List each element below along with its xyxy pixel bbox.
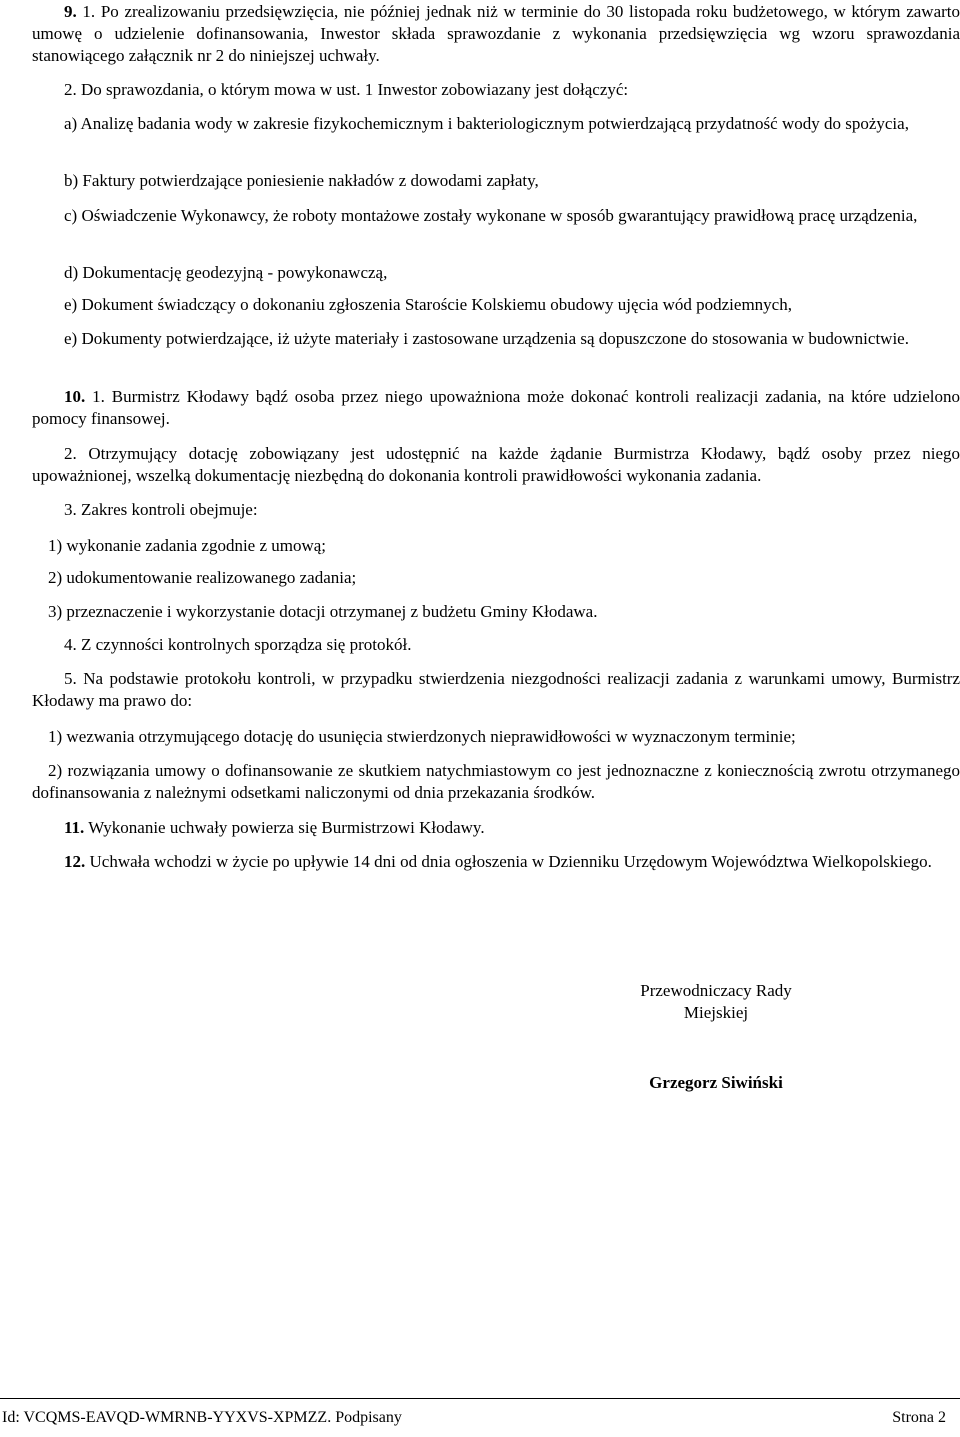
section-10-item-4: 4. Z czynności kontrolnych sporządza się protokół. (64, 635, 412, 654)
signature-title (600, 980, 832, 1024)
attachment-c: c) Oświadczenie Wykonawcy, że roboty montażowe zostały wykonane w sposób gwarantujący prawidłową pracę urządzenia, (64, 206, 918, 225)
control-scope-2: 2) udokumentowanie realizowanego zadania; (48, 568, 357, 587)
section-11 (32, 817, 960, 839)
document-id: Id: VCQMS-EAVQD-WMRNB-YYXVS-XPMZZ. Podpisany (2, 1409, 402, 1426)
page-footer (0, 1398, 960, 1429)
section-12 (32, 851, 960, 873)
page-number: Strona 2 (892, 1409, 946, 1426)
section-11-number: 11. (64, 818, 85, 837)
control-scope-1: 1) wykonanie zadania zgodnie z umową; (48, 536, 327, 555)
section-9-number: 9. (64, 2, 77, 21)
section-10-item-3: 3. Zakres kontroli obejmuje: (64, 500, 258, 519)
right-2: 2) rozwiązania umowy o dofinansowanie ze skutkiem natychmiastowym co jest jednoznaczne z koniecznością zwrotu otrzymanego dofinansowania z należnymi odsetkami naliczonymi od dnia przekazania środków. (32, 761, 960, 802)
right-1: 1) wezwania otrzymującego dotację do usunięcia stwierdzonych nieprawidłowości w wyznaczonym terminie; (48, 727, 796, 746)
section-12-number: 12. (64, 852, 86, 871)
section-12-text: Uchwała wchodzi w życie po upływie 14 dni od dnia ogłoszenia w Dzienniku Urzędowym Województwa Wielkopolskiego. (85, 852, 932, 871)
attachment-d: d) Dokumentację geodezyjną - powykonawczą, (64, 263, 388, 282)
section-10-item-1-text: 1. Burmistrz Kłodawy bądź osoba przez niego upoważniona może dokonać kontroli realizacji zadania, na które udzielono pomocy finansowej. (32, 387, 960, 428)
section-9-item-1-text: 1. Po zrealizowaniu przedsięwzięcia, nie później jednak niż w terminie do 30 listopada roku budżetowego, w którym zawarto umowę o udzielenie dofinansowania, Inwestor składa sprawozdanie z wykonania przedsięwzięcia wg wzoru sprawozdania stanowiącego załącznik nr 2 do niniejszej uchwały. (32, 2, 960, 65)
attachment-e2: e) Dokumenty potwierdzające, iż użyte materiały i zastosowane urządzenia są dopuszczone do stosowania w budownictwie. (64, 329, 909, 348)
control-scope-3: 3) przeznaczenie i wykorzystanie dotacji otrzymanej z budżetu Gminy Kłodawa. (48, 602, 598, 621)
section-10-number: 10. (64, 387, 86, 406)
attachment-b: b) Faktury potwierdzające poniesienie nakładów z dowodami zapłaty, (64, 171, 539, 190)
attachment-e1: e) Dokument świadczący o dokonaniu zgłoszenia Staroście Kolskiemu obudowy ujęcia wód podziemnych, (64, 295, 792, 314)
section-10-item-5: 5. Na podstawie protokołu kontroli, w przypadku stwierdzenia niezgodności realizacji zadania z warunkami umowy, Burmistrz Kłodawy ma prawo do: (32, 669, 960, 710)
signature-name: Grzegorz Siwiński (649, 1073, 783, 1092)
attachment-a: a) Analizę badania wody w zakresie fizykochemicznym i bakteriologicznym potwierdzającą przydatność wody do spożycia, (64, 114, 909, 133)
section-9-item-1 (32, 0, 960, 67)
section-10-item-2: 2. Otrzymujący dotację zobowiązany jest udostępnić na każde żądanie Burmistrza Kłodawy, bądź osoby przez niego upoważnionej, wszelką dokumentację niezbędną do dokonania kontroli prawidłowości wykonania zadania. (32, 444, 960, 485)
section-11-text: Wykonanie uchwały powierza się Burmistrzowi Kłodawy. (84, 818, 485, 837)
section-9-item-2: 2. Do sprawozdania, o którym mowa w ust. 1 Inwestor zobowiazany jest dołączyć: (64, 80, 629, 99)
signature-title-line-1: Przewodniczacy Rady (640, 981, 792, 1000)
signature-title-line-2: Miejskiej (683, 1003, 749, 1022)
section-10-item-1 (32, 386, 960, 430)
